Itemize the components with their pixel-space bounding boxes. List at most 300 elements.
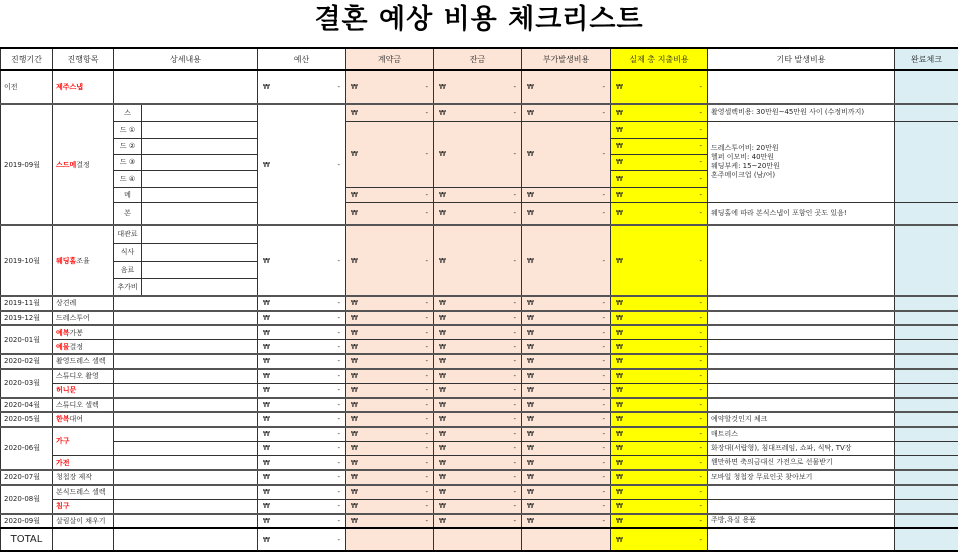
period-cell[interactable]: 2020-09월 bbox=[1, 514, 53, 529]
item-cell[interactable] bbox=[53, 514, 114, 529]
amount-value: - bbox=[337, 488, 341, 496]
currency-symbol: ₩ bbox=[351, 400, 358, 409]
done-check-cell[interactable] bbox=[895, 340, 958, 355]
period-cell[interactable]: 2019-11월 bbox=[1, 296, 53, 311]
deposit-cell[interactable] bbox=[346, 202, 434, 225]
table-row bbox=[1, 104, 958, 121]
deposit-cell[interactable] bbox=[346, 485, 434, 500]
amount-value: - bbox=[425, 415, 429, 424]
balance-cell[interactable] bbox=[434, 441, 522, 456]
actual-total-cell[interactable] bbox=[611, 470, 708, 485]
deposit-cell[interactable] bbox=[346, 514, 434, 529]
balance-cell[interactable] bbox=[434, 340, 522, 355]
detail-label[interactable]: 드 ② bbox=[114, 138, 142, 154]
extra-cell[interactable] bbox=[522, 412, 611, 427]
period-cell[interactable]: 2020-06월 bbox=[1, 427, 53, 471]
actual-total-cell[interactable] bbox=[611, 441, 708, 456]
extra-cell[interactable] bbox=[522, 202, 611, 225]
detail-cell[interactable] bbox=[114, 412, 258, 427]
detail-cell[interactable] bbox=[142, 138, 258, 154]
item-highlight: 예복 bbox=[56, 328, 70, 337]
other-cost-cell[interactable] bbox=[708, 398, 895, 413]
detail-cell[interactable] bbox=[142, 104, 258, 121]
extra-cell[interactable] bbox=[522, 470, 611, 485]
done-check-cell[interactable] bbox=[895, 225, 958, 296]
detail-label[interactable]: 음료 bbox=[114, 261, 142, 278]
detail-cell[interactable] bbox=[142, 187, 258, 202]
deposit-cell[interactable] bbox=[346, 427, 434, 442]
detail-cell[interactable] bbox=[114, 296, 258, 311]
actual-total-cell[interactable] bbox=[611, 170, 708, 187]
actual-total-cell[interactable] bbox=[611, 296, 708, 311]
actual-total-cell[interactable] bbox=[611, 369, 708, 384]
detail-label[interactable]: 드 ③ bbox=[114, 154, 142, 170]
item-text: 살림살이 채우기 bbox=[56, 516, 106, 525]
deposit-cell[interactable] bbox=[346, 441, 434, 456]
detail-label[interactable]: 식사 bbox=[114, 243, 142, 261]
actual-total-cell[interactable] bbox=[611, 70, 708, 104]
currency-symbol: ₩ bbox=[616, 313, 623, 322]
balance-cell[interactable] bbox=[434, 187, 522, 202]
amount-value: - bbox=[699, 190, 703, 199]
currency-symbol: ₩ bbox=[439, 415, 446, 424]
budget-cell[interactable] bbox=[258, 104, 346, 225]
other-cost-cell[interactable]: 주방,욕실 용품 bbox=[708, 514, 895, 529]
budget-cell[interactable] bbox=[258, 470, 346, 485]
budget-cell[interactable] bbox=[258, 225, 346, 296]
amount-value: - bbox=[337, 473, 341, 482]
currency-symbol: ₩ bbox=[263, 444, 270, 453]
period-cell[interactable]: 이전 bbox=[1, 70, 53, 104]
period-cell[interactable]: 2020-07월 bbox=[1, 470, 53, 485]
done-check-cell[interactable] bbox=[895, 383, 958, 398]
item-cell[interactable] bbox=[53, 225, 114, 296]
other-cost-cell[interactable] bbox=[708, 325, 895, 340]
extra-cell[interactable] bbox=[522, 383, 611, 398]
detail-cell[interactable] bbox=[142, 225, 258, 243]
header-extra[interactable]: 부가발생비용 bbox=[522, 48, 611, 70]
detail-cell[interactable] bbox=[114, 340, 258, 355]
table-row bbox=[1, 70, 958, 104]
budget-cell[interactable] bbox=[258, 354, 346, 369]
other-cost-cell[interactable]: 매트리스 bbox=[708, 427, 895, 442]
done-check-cell[interactable] bbox=[895, 485, 958, 500]
currency-symbol: ₩ bbox=[263, 473, 270, 482]
done-check-cell[interactable] bbox=[895, 427, 958, 442]
budget-cell[interactable] bbox=[258, 70, 346, 104]
item-cell[interactable] bbox=[53, 340, 114, 355]
extra-cell[interactable] bbox=[522, 514, 611, 529]
actual-total-cell[interactable] bbox=[611, 456, 708, 471]
detail-cell[interactable] bbox=[142, 154, 258, 170]
item-cell[interactable] bbox=[53, 325, 114, 340]
actual-total-cell[interactable] bbox=[611, 121, 708, 138]
item-cell[interactable] bbox=[53, 427, 114, 456]
actual-total-cell[interactable] bbox=[611, 202, 708, 225]
budget-cell[interactable] bbox=[258, 427, 346, 442]
total-balance-cell[interactable] bbox=[434, 528, 522, 551]
budget-cell[interactable] bbox=[258, 499, 346, 514]
item-cell[interactable] bbox=[53, 470, 114, 485]
header-budget[interactable]: 예산 bbox=[258, 48, 346, 70]
deposit-cell[interactable] bbox=[346, 456, 434, 471]
currency-symbol: ₩ bbox=[439, 400, 446, 409]
actual-total-cell[interactable] bbox=[611, 427, 708, 442]
currency-symbol: ₩ bbox=[351, 386, 358, 394]
other-cost-cell[interactable] bbox=[708, 354, 895, 369]
other-cost-cell[interactable] bbox=[708, 225, 895, 296]
actual-total-cell[interactable] bbox=[611, 154, 708, 170]
other-cost-cell[interactable]: 모바일 청첩장 무료인곳 찾아보기 bbox=[708, 470, 895, 485]
budget-cell[interactable] bbox=[258, 369, 346, 384]
item-cell[interactable] bbox=[53, 398, 114, 413]
balance-cell[interactable] bbox=[434, 485, 522, 500]
actual-total-cell[interactable] bbox=[611, 325, 708, 340]
done-check-cell[interactable] bbox=[895, 470, 958, 485]
deposit-cell[interactable] bbox=[346, 325, 434, 340]
currency-symbol: ₩ bbox=[616, 328, 623, 337]
extra-cell[interactable] bbox=[522, 427, 611, 442]
other-cost-cell[interactable]: 웨딩홀에 따라 본식스냅이 포함인 곳도 있음! bbox=[708, 202, 895, 225]
actual-total-cell[interactable] bbox=[611, 485, 708, 500]
deposit-cell[interactable] bbox=[346, 70, 434, 104]
balance-cell[interactable] bbox=[434, 325, 522, 340]
done-check-cell[interactable] bbox=[895, 104, 958, 121]
deposit-cell[interactable] bbox=[346, 383, 434, 398]
other-cost-cell[interactable] bbox=[708, 499, 895, 514]
detail-cell[interactable] bbox=[114, 427, 258, 442]
deposit-cell[interactable] bbox=[346, 104, 434, 121]
balance-cell[interactable] bbox=[434, 398, 522, 413]
amount-value: - bbox=[337, 400, 341, 409]
item-text: 조율 bbox=[76, 256, 90, 265]
item-text: 청첩장 제작 bbox=[56, 473, 93, 482]
deposit-cell[interactable] bbox=[346, 225, 434, 296]
period-cell[interactable]: 2020-03월 bbox=[1, 369, 53, 398]
balance-cell[interactable] bbox=[434, 104, 522, 121]
item-cell[interactable] bbox=[53, 104, 114, 225]
extra-cell[interactable] bbox=[522, 398, 611, 413]
deposit-cell[interactable] bbox=[346, 369, 434, 384]
budget-cell[interactable] bbox=[258, 383, 346, 398]
done-check-cell[interactable] bbox=[895, 121, 958, 202]
detail-cell[interactable] bbox=[114, 514, 258, 529]
table-row bbox=[1, 225, 958, 243]
amount-value: - bbox=[425, 209, 429, 218]
balance-cell[interactable] bbox=[434, 470, 522, 485]
budget-cell[interactable] bbox=[258, 340, 346, 355]
detail-cell[interactable] bbox=[142, 170, 258, 187]
currency-symbol: ₩ bbox=[439, 458, 446, 467]
detail-cell[interactable] bbox=[114, 528, 258, 551]
other-cost-cell[interactable] bbox=[708, 296, 895, 311]
extra-cell[interactable] bbox=[522, 121, 611, 187]
currency-symbol: ₩ bbox=[439, 444, 446, 453]
period-cell[interactable]: 2019-10월 bbox=[1, 225, 53, 296]
budget-cell[interactable] bbox=[258, 311, 346, 326]
currency-symbol: ₩ bbox=[263, 83, 270, 91]
extra-cell[interactable] bbox=[522, 441, 611, 456]
other-cost-cell[interactable] bbox=[708, 369, 895, 384]
done-check-cell[interactable] bbox=[895, 412, 958, 427]
actual-total-cell[interactable] bbox=[611, 225, 708, 296]
other-cost-cell[interactable]: 예약할것인지 체크 bbox=[708, 412, 895, 427]
balance-cell[interactable] bbox=[434, 225, 522, 296]
other-cost-cell[interactable] bbox=[708, 383, 895, 398]
detail-cell[interactable] bbox=[114, 354, 258, 369]
item-cell[interactable] bbox=[53, 311, 114, 326]
currency-symbol: ₩ bbox=[351, 372, 358, 380]
amount-value: - bbox=[602, 108, 606, 117]
total-label[interactable]: TOTAL bbox=[1, 528, 53, 551]
item-highlight: 허니문 bbox=[56, 386, 77, 394]
extra-cell[interactable] bbox=[522, 296, 611, 311]
amount-value: - bbox=[602, 516, 606, 525]
detail-cell[interactable] bbox=[114, 470, 258, 485]
actual-total-cell[interactable] bbox=[611, 340, 708, 355]
done-check-cell[interactable] bbox=[895, 311, 958, 326]
balance-cell[interactable] bbox=[434, 369, 522, 384]
detail-label[interactable]: 드 ① bbox=[114, 121, 142, 138]
table-row bbox=[1, 340, 958, 355]
deposit-cell[interactable] bbox=[346, 311, 434, 326]
amount-value: - bbox=[699, 386, 703, 394]
detail-cell[interactable] bbox=[114, 398, 258, 413]
deposit-cell[interactable] bbox=[346, 121, 434, 187]
period-cell[interactable]: 2019-12월 bbox=[1, 311, 53, 326]
detail-label[interactable]: 추가비 bbox=[114, 278, 142, 296]
header-detail[interactable]: 상세내용 bbox=[114, 48, 258, 70]
detail-label[interactable]: 본 bbox=[114, 202, 142, 225]
currency-symbol: ₩ bbox=[263, 313, 270, 322]
balance-cell[interactable] bbox=[434, 383, 522, 398]
extra-cell[interactable] bbox=[522, 354, 611, 369]
balance-cell[interactable] bbox=[434, 311, 522, 326]
currency-symbol: ₩ bbox=[439, 502, 446, 510]
extra-cell[interactable] bbox=[522, 104, 611, 121]
budget-cell[interactable] bbox=[258, 296, 346, 311]
detail-cell[interactable] bbox=[114, 485, 258, 500]
total-budget-cell[interactable] bbox=[258, 528, 346, 551]
period-cell[interactable]: 2020-02월 bbox=[1, 354, 53, 369]
currency-symbol: ₩ bbox=[527, 473, 534, 482]
other-cost-cell[interactable]: 웬만하면 축의금대신 가전으로 선물받기 bbox=[708, 456, 895, 471]
deposit-cell[interactable] bbox=[346, 187, 434, 202]
item-cell[interactable] bbox=[53, 354, 114, 369]
done-check-cell[interactable] bbox=[895, 528, 958, 551]
period-cell[interactable]: 2020-08월 bbox=[1, 485, 53, 514]
budget-cell[interactable] bbox=[258, 514, 346, 529]
done-check-cell[interactable] bbox=[895, 456, 958, 471]
budget-cell[interactable] bbox=[258, 412, 346, 427]
currency-symbol: ₩ bbox=[263, 299, 270, 308]
period-cell[interactable]: 2020-01월 bbox=[1, 325, 53, 354]
budget-cell[interactable] bbox=[258, 441, 346, 456]
actual-total-cell[interactable] bbox=[611, 499, 708, 514]
balance-cell[interactable] bbox=[434, 456, 522, 471]
detail-cell[interactable] bbox=[142, 261, 258, 278]
other-cost-cell[interactable] bbox=[708, 70, 895, 104]
balance-cell[interactable] bbox=[434, 296, 522, 311]
currency-symbol: ₩ bbox=[527, 328, 534, 337]
header-period[interactable]: 진행기간 bbox=[1, 48, 53, 70]
amount-value: - bbox=[337, 502, 341, 510]
detail-cell[interactable] bbox=[114, 383, 258, 398]
detail-label[interactable]: 메 bbox=[114, 187, 142, 202]
table-row bbox=[1, 470, 958, 485]
extra-cell[interactable] bbox=[522, 456, 611, 471]
deposit-cell[interactable] bbox=[346, 340, 434, 355]
total-deposit-cell[interactable] bbox=[346, 528, 434, 551]
extra-cell[interactable] bbox=[522, 225, 611, 296]
item-cell[interactable] bbox=[53, 296, 114, 311]
currency-symbol: ₩ bbox=[527, 502, 534, 510]
done-check-cell[interactable] bbox=[895, 325, 958, 340]
done-check-cell[interactable] bbox=[895, 202, 958, 225]
item-text: 대여 bbox=[69, 415, 84, 424]
detail-label[interactable]: 스 bbox=[114, 104, 142, 121]
actual-total-cell[interactable] bbox=[611, 138, 708, 154]
actual-total-cell[interactable] bbox=[611, 311, 708, 326]
other-cost-cell[interactable] bbox=[708, 311, 895, 326]
balance-cell[interactable] bbox=[434, 70, 522, 104]
done-check-cell[interactable] bbox=[895, 398, 958, 413]
table-row bbox=[1, 354, 958, 369]
done-check-cell[interactable] bbox=[895, 70, 958, 104]
detail-cell[interactable] bbox=[114, 70, 258, 104]
table-row bbox=[1, 311, 958, 326]
done-check-cell[interactable] bbox=[895, 296, 958, 311]
item-cell[interactable] bbox=[53, 528, 114, 551]
total-actual-cell[interactable] bbox=[611, 528, 708, 551]
detail-cell[interactable] bbox=[114, 325, 258, 340]
currency-symbol: ₩ bbox=[527, 400, 534, 409]
extra-cell[interactable] bbox=[522, 187, 611, 202]
total-extra-cell[interactable] bbox=[522, 528, 611, 551]
extra-cell[interactable] bbox=[522, 325, 611, 340]
period-cell[interactable]: 2019-09월 bbox=[1, 104, 53, 225]
budget-cell[interactable] bbox=[258, 456, 346, 471]
detail-cell[interactable] bbox=[114, 369, 258, 384]
period-cell[interactable]: 2020-04월 bbox=[1, 398, 53, 413]
amount-value: - bbox=[602, 458, 606, 467]
extra-cell[interactable] bbox=[522, 499, 611, 514]
actual-total-cell[interactable] bbox=[611, 514, 708, 529]
other-cost-cell[interactable] bbox=[708, 340, 895, 355]
detail-label[interactable]: 드 ④ bbox=[114, 170, 142, 187]
extra-cell[interactable] bbox=[522, 340, 611, 355]
done-check-cell[interactable] bbox=[895, 354, 958, 369]
detail-cell[interactable] bbox=[114, 499, 258, 514]
detail-cell[interactable] bbox=[142, 202, 258, 225]
extra-cell[interactable] bbox=[522, 369, 611, 384]
actual-total-cell[interactable] bbox=[611, 354, 708, 369]
detail-cell[interactable] bbox=[114, 456, 258, 471]
actual-total-cell[interactable] bbox=[611, 187, 708, 202]
amount-value: - bbox=[699, 342, 703, 351]
detail-cell[interactable] bbox=[142, 243, 258, 261]
currency-symbol: ₩ bbox=[527, 415, 534, 424]
extra-cell[interactable] bbox=[522, 70, 611, 104]
done-check-cell[interactable] bbox=[895, 441, 958, 456]
currency-symbol: ₩ bbox=[616, 400, 623, 409]
currency-symbol: ₩ bbox=[439, 313, 446, 322]
extra-cell[interactable] bbox=[522, 311, 611, 326]
done-check-cell[interactable] bbox=[895, 369, 958, 384]
budget-cell[interactable] bbox=[258, 325, 346, 340]
item-cell[interactable] bbox=[53, 499, 114, 514]
deposit-cell[interactable] bbox=[346, 412, 434, 427]
other-cost-cell[interactable]: 화장대(서랍형), 침대프레임, 쇼파, 식탁, TV장 bbox=[708, 441, 895, 456]
actual-total-cell[interactable] bbox=[611, 412, 708, 427]
currency-symbol: ₩ bbox=[439, 190, 446, 199]
item-cell[interactable] bbox=[53, 383, 114, 398]
extra-cell[interactable] bbox=[522, 485, 611, 500]
detail-label[interactable]: 대관료 bbox=[114, 225, 142, 243]
detail-cell[interactable] bbox=[114, 311, 258, 326]
item-cell[interactable] bbox=[53, 70, 114, 104]
deposit-cell[interactable] bbox=[346, 296, 434, 311]
header-actual-total[interactable]: 실제 총 지출비용 bbox=[611, 48, 708, 70]
amount-value: - bbox=[699, 430, 703, 438]
item-highlight: 침구 bbox=[56, 502, 70, 510]
amount-value: - bbox=[602, 342, 606, 351]
item-cell[interactable] bbox=[53, 412, 114, 427]
currency-symbol: ₩ bbox=[439, 150, 446, 158]
deposit-cell[interactable] bbox=[346, 499, 434, 514]
deposit-cell[interactable] bbox=[346, 354, 434, 369]
other-cost-cell[interactable] bbox=[708, 485, 895, 500]
header-item[interactable]: 진행항목 bbox=[53, 48, 114, 70]
header-deposit[interactable]: 계약금 bbox=[346, 48, 434, 70]
balance-cell[interactable] bbox=[434, 427, 522, 442]
header-row bbox=[1, 48, 958, 70]
item-cell[interactable] bbox=[53, 456, 114, 471]
other-cost-cell[interactable] bbox=[708, 528, 895, 551]
done-check-cell[interactable] bbox=[895, 499, 958, 514]
header-balance[interactable]: 잔금 bbox=[434, 48, 522, 70]
balance-cell[interactable] bbox=[434, 499, 522, 514]
amount-value: - bbox=[337, 535, 341, 544]
deposit-cell[interactable] bbox=[346, 470, 434, 485]
balance-cell[interactable] bbox=[434, 202, 522, 225]
header-done-check[interactable]: 완료체크 bbox=[895, 48, 958, 70]
budget-cell[interactable] bbox=[258, 398, 346, 413]
detail-cell[interactable] bbox=[142, 121, 258, 138]
balance-cell[interactable] bbox=[434, 412, 522, 427]
balance-cell[interactable] bbox=[434, 121, 522, 187]
currency-symbol: ₩ bbox=[616, 473, 623, 482]
deposit-cell[interactable] bbox=[346, 398, 434, 413]
actual-total-cell[interactable] bbox=[611, 383, 708, 398]
budget-cell[interactable] bbox=[258, 485, 346, 500]
amount-value: - bbox=[513, 83, 517, 91]
actual-total-cell[interactable] bbox=[611, 104, 708, 121]
balance-cell[interactable] bbox=[434, 354, 522, 369]
header-other-costs[interactable]: 기타 발생비용 bbox=[708, 48, 895, 70]
balance-cell[interactable] bbox=[434, 514, 522, 529]
actual-total-cell[interactable] bbox=[611, 398, 708, 413]
amount-value: - bbox=[699, 142, 703, 150]
other-cost-cell[interactable]: 드레스투어비: 20만원 헬퍼 이모비: 40만원 웨딩부케: 15~20만원 혼주메이크업 (남/여) bbox=[708, 121, 895, 202]
item-cell[interactable] bbox=[53, 485, 114, 500]
other-cost-cell[interactable]: 촬영셀렉비용: 30만원~45만원 사이 (수정비까지) bbox=[708, 104, 895, 121]
detail-cell[interactable] bbox=[142, 278, 258, 296]
item-cell[interactable] bbox=[53, 369, 114, 384]
period-cell[interactable]: 2020-05월 bbox=[1, 412, 53, 427]
detail-cell[interactable] bbox=[114, 441, 258, 456]
done-check-cell[interactable] bbox=[895, 514, 958, 529]
